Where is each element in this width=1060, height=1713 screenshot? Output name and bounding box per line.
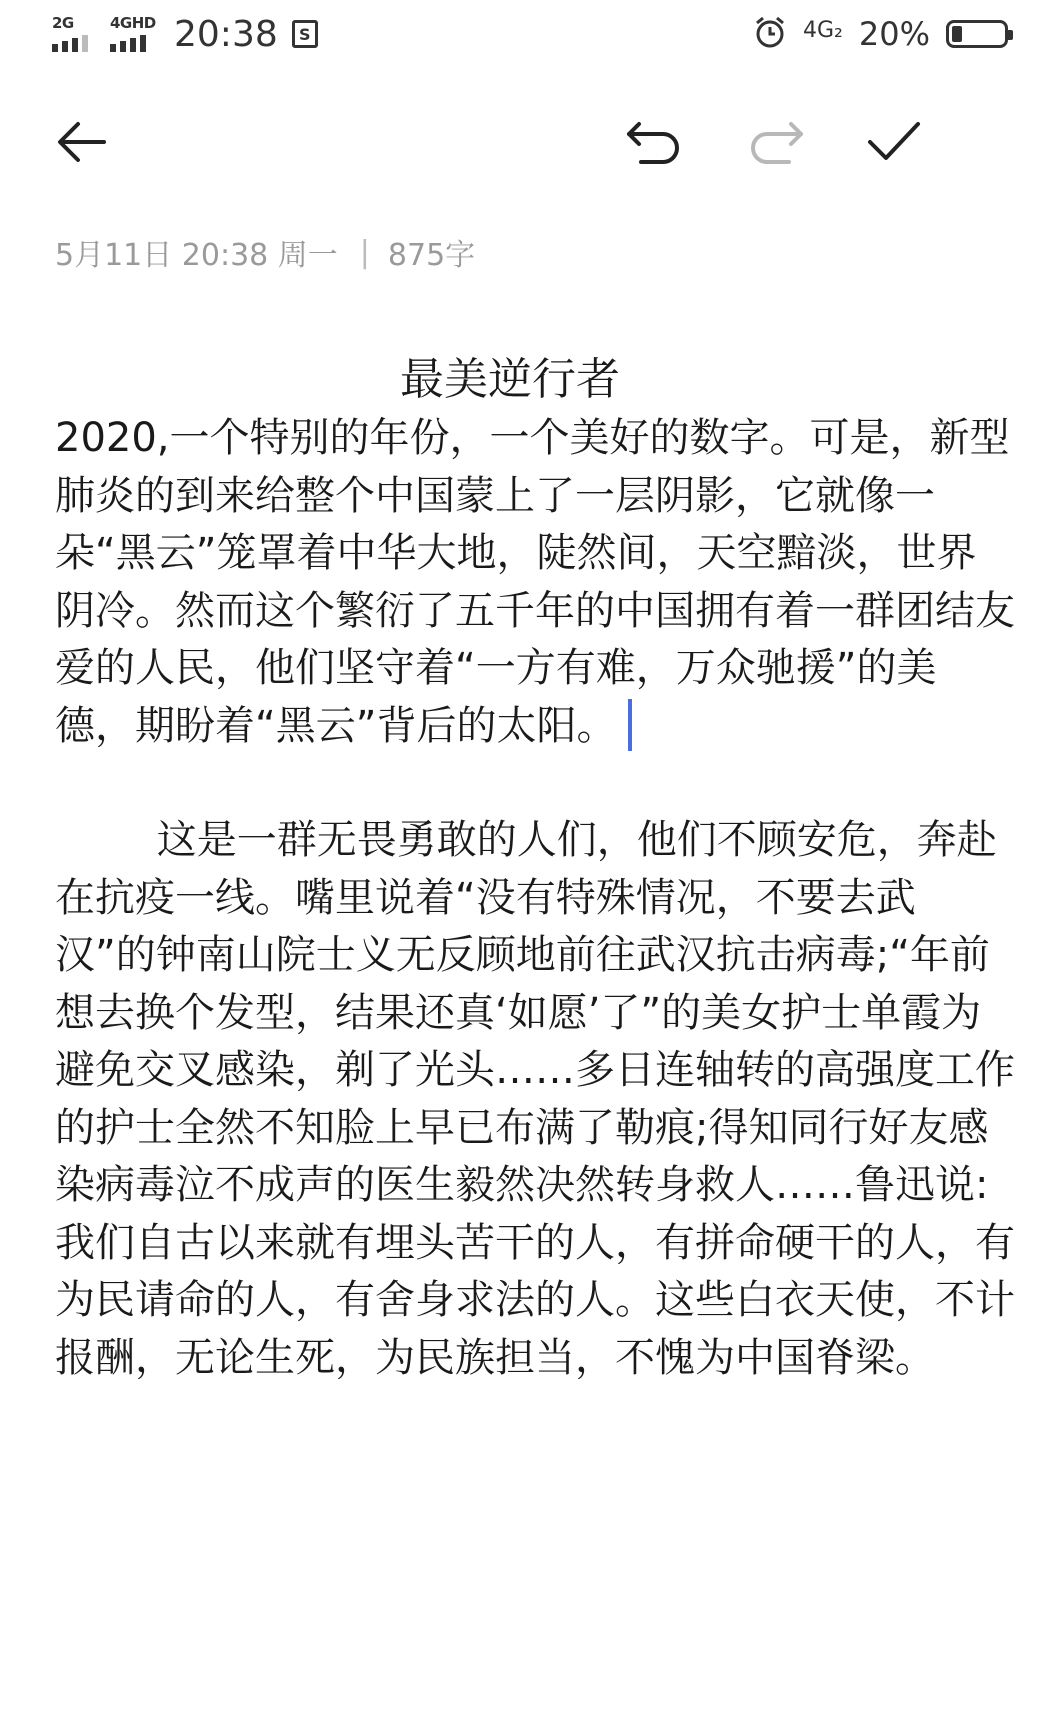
back-button[interactable] (50, 110, 114, 174)
note-title[interactable]: 最美逆行者 (400, 354, 620, 405)
paragraph-1[interactable] (55, 410, 1015, 755)
alarm-icon (753, 15, 787, 53)
editor-toolbar (0, 100, 1060, 180)
signal-2g-icon: 2G (52, 14, 96, 54)
app-notification-icon: S (292, 20, 318, 48)
done-button[interactable] (862, 110, 926, 174)
paragraph-1-text: 2020,一个特别的年份，一个美好的数字。可是，新型肺炎的到来给整个中国蒙上了一层阴影，它就像一朵“黑云”笼罩着中华大地，陡然间，天空黯淡，世界阴冷。然而这个繁衍了五千年的中国拥有着一群团结友爱的人民，他们坚守着“一方有难，万众驰援”的美德，期盼着“黑云”背后的太阳。 (55, 415, 1015, 749)
undo-icon (623, 114, 685, 170)
network-4g-icon: 4G₂ (803, 17, 843, 43)
redo-icon (745, 114, 807, 170)
status-bar (0, 0, 1060, 70)
meta-separator: | (359, 234, 370, 270)
clock: 20:38 (174, 13, 278, 55)
signal-4g-icon: 4GHD (110, 14, 154, 54)
paragraph-gap (55, 755, 1015, 812)
word-count: 875字 (387, 238, 476, 273)
paragraph-2[interactable]: 这是一群无畏勇敢的人们，他们不顾安危，奔赴在抗疫一线。嘴里说着“没有特殊情况，不要去武汉”的钟南山院士义无反顾地前往武汉抗击病毒;“年前想去换个发型，结果还真‘如愿’了”的美女护士单霞为避免交叉感染，剃了光头……多日连轴转的高强度工作的护士全然不知脸上早已布满了勒痕;得知同行好友感染病毒泣不成声的医生毅然决然转身救人……鲁迅说:我们自古以来就有埋头苦干的人，有拼命硬干的人，有为民请命的人，有舍身求法的人。这些白衣天使，不计报酬，无论生死，为民族担当，不愧为中国脊梁。 (55, 817, 1015, 1381)
undo-button[interactable] (622, 110, 686, 174)
text-cursor (628, 699, 632, 751)
redo-button[interactable] (744, 110, 808, 174)
note-meta (55, 230, 475, 274)
checkmark-icon (864, 114, 924, 170)
note-datetime: 5月11日 20:38 周一 (55, 238, 338, 273)
battery-icon (946, 20, 1008, 48)
battery-percent: 20% (858, 15, 930, 53)
note-editor[interactable] (55, 350, 1015, 1387)
back-arrow-icon (54, 114, 110, 170)
